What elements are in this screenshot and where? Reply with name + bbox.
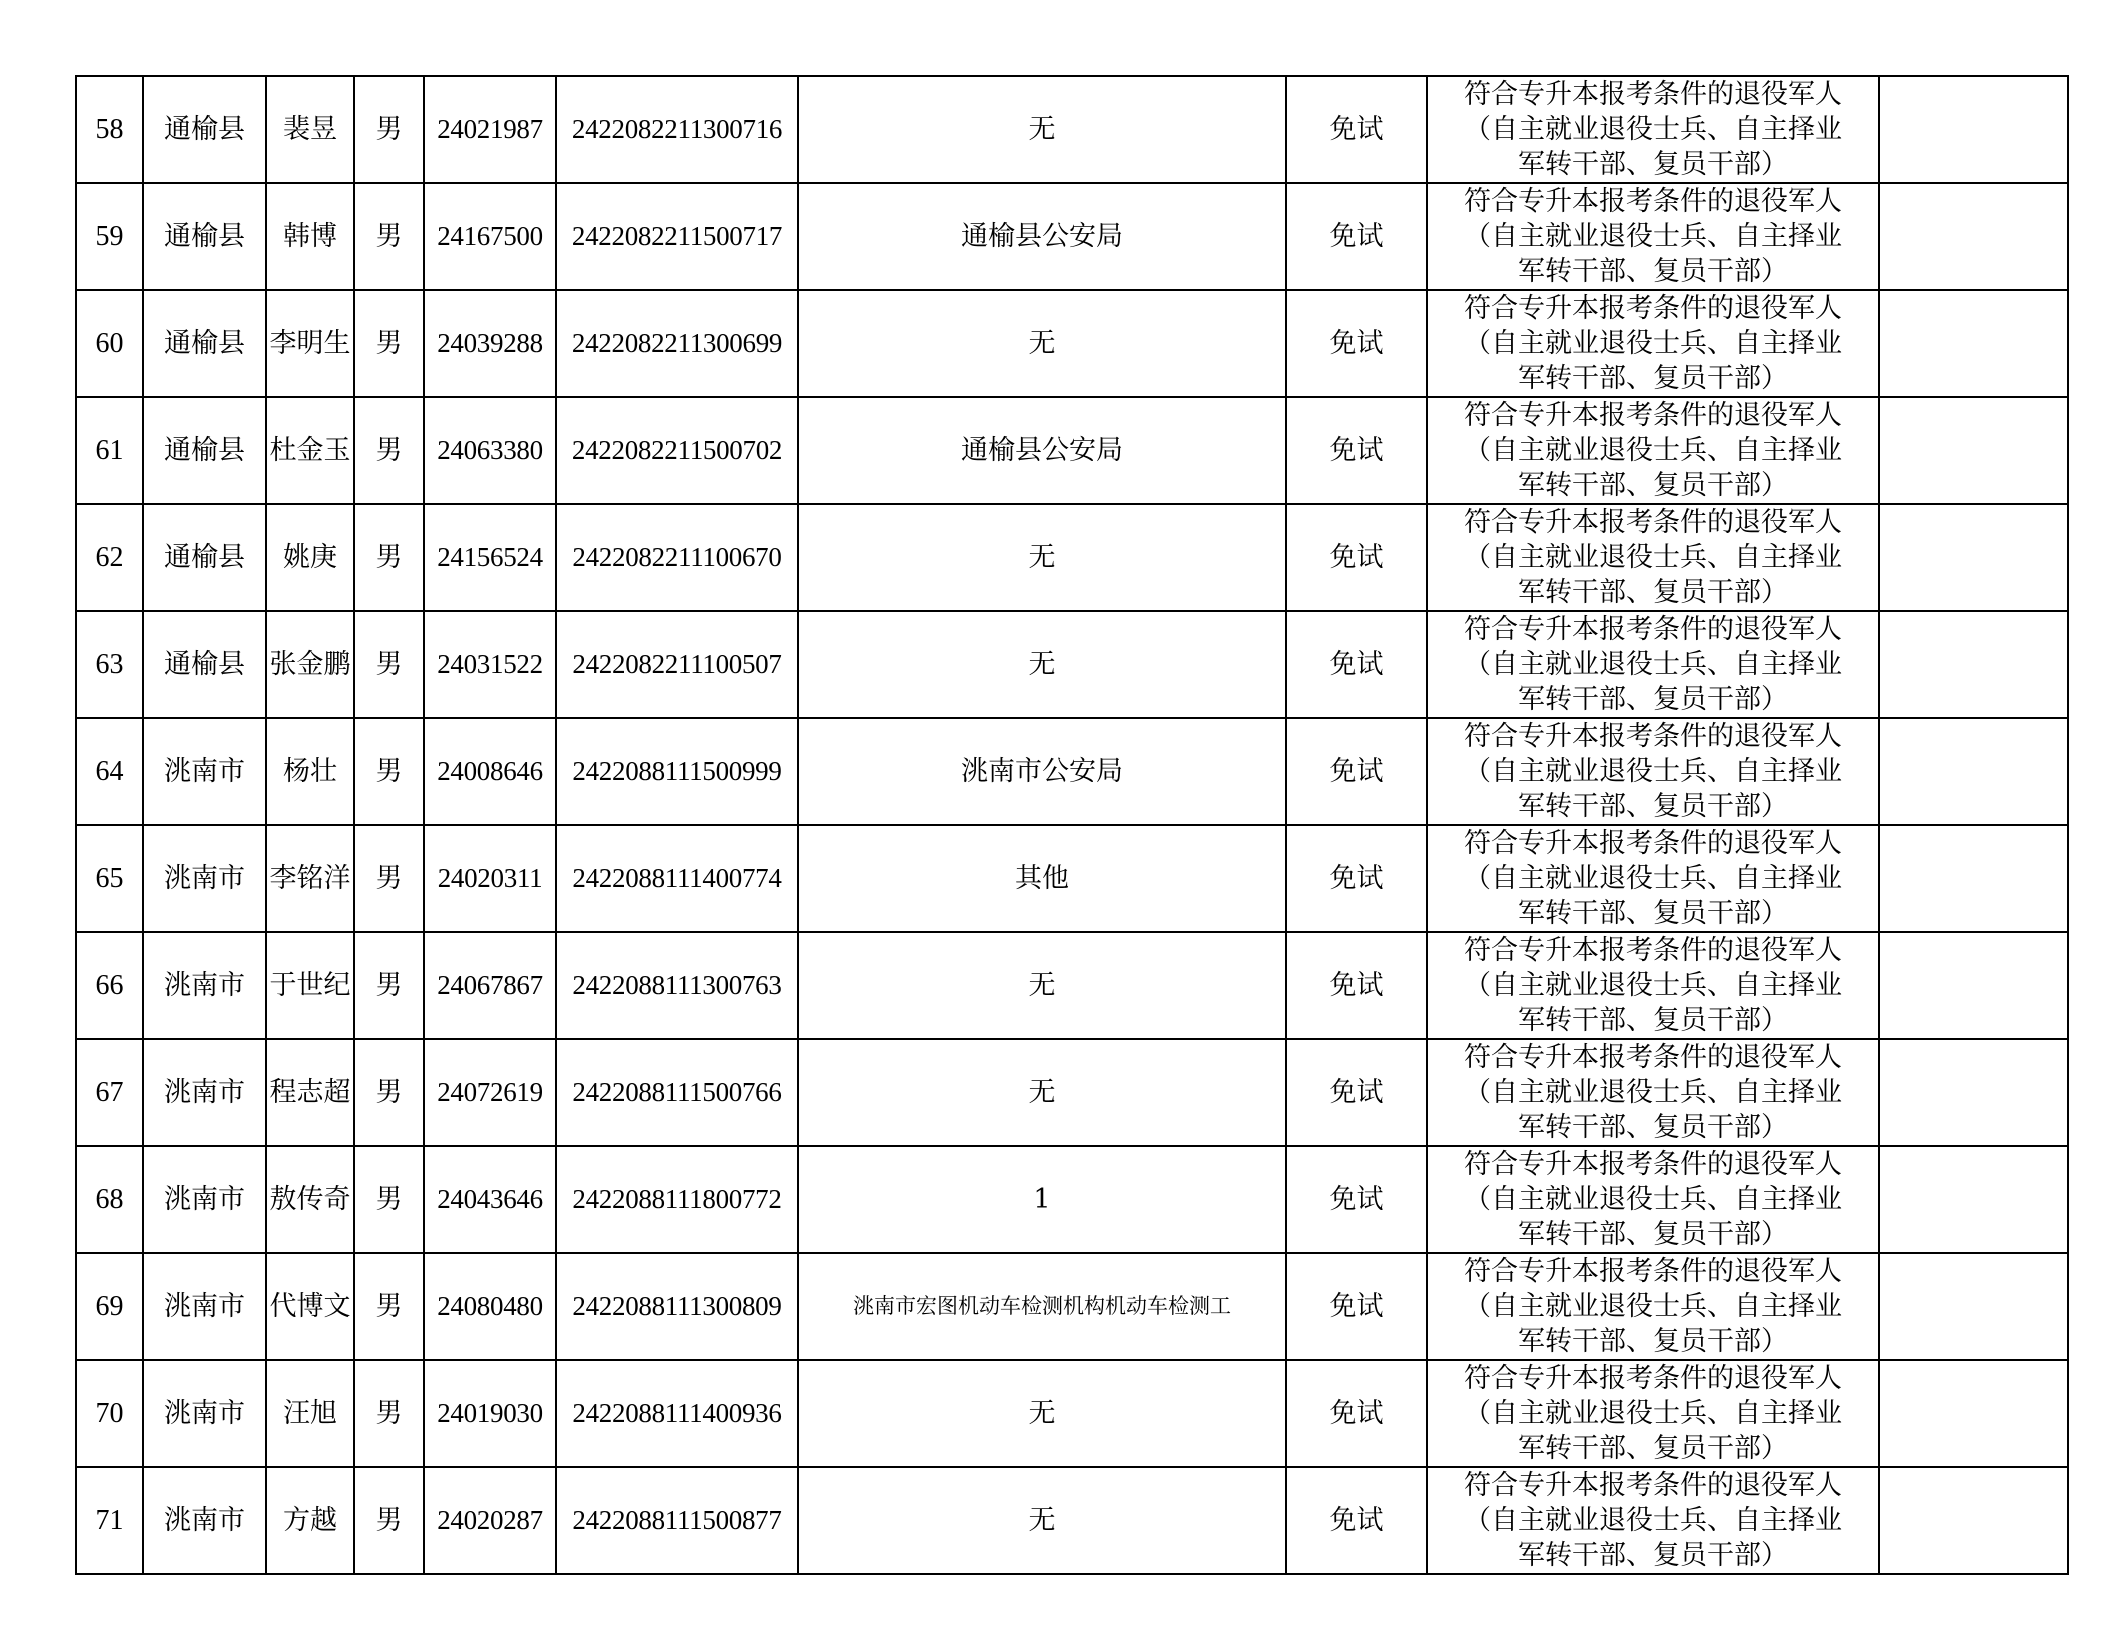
row-number: 58 [76, 76, 143, 183]
remarks-cell [1879, 397, 2068, 504]
remarks-cell [1879, 825, 2068, 932]
region-cell: 洮南市 [143, 1146, 266, 1253]
workplace-cell: 1 [798, 1146, 1286, 1253]
workplace-cell: 无 [798, 932, 1286, 1039]
exam-number-cell: 2422082211100670 [556, 504, 798, 611]
region-cell: 洮南市 [143, 718, 266, 825]
table-row [76, 718, 2068, 825]
note-line: 军转干部、复员干部） [1518, 1326, 1788, 1357]
table-row [76, 397, 2068, 504]
gender-cell: 男 [354, 397, 424, 504]
note-line: 军转干部、复员干部） [1518, 1112, 1788, 1143]
candidate-number-cell: 24008646 [424, 718, 556, 825]
gender-cell: 男 [354, 504, 424, 611]
note-line: （自主就业退役士兵、自主择业 [1464, 221, 1842, 252]
region-cell: 洮南市 [143, 932, 266, 1039]
qualification-note-cell [1427, 504, 1879, 611]
note-line: 军转干部、复员干部） [1518, 363, 1788, 394]
row-number: 63 [76, 611, 143, 718]
exam-number-cell: 2422088111500999 [556, 718, 798, 825]
remarks-cell [1879, 611, 2068, 718]
candidate-number-cell: 24020311 [424, 825, 556, 932]
qualification-note-cell [1427, 76, 1879, 183]
note-line: 符合专升本报考条件的退役军人 [1464, 1256, 1842, 1287]
name-cell: 韩博 [266, 183, 354, 290]
note-line: （自主就业退役士兵、自主择业 [1464, 542, 1842, 573]
exam-method-cell: 免试 [1286, 397, 1427, 504]
table-row [76, 183, 2068, 290]
workplace-cell: 通榆县公安局 [798, 397, 1286, 504]
candidate-number-cell: 24156524 [424, 504, 556, 611]
workplace-cell: 无 [798, 1039, 1286, 1146]
note-line: 符合专升本报考条件的退役军人 [1464, 935, 1842, 966]
note-line: 军转干部、复员干部） [1518, 149, 1788, 180]
region-cell: 通榆县 [143, 397, 266, 504]
row-number: 64 [76, 718, 143, 825]
exam-number-cell: 2422088111300809 [556, 1253, 798, 1360]
table-row [76, 611, 2068, 718]
exam-method-cell: 免试 [1286, 932, 1427, 1039]
note-line: 军转干部、复员干部） [1518, 684, 1788, 715]
table-row [76, 1360, 2068, 1467]
remarks-cell [1879, 504, 2068, 611]
region-cell: 洮南市 [143, 1039, 266, 1146]
name-cell: 姚庚 [266, 504, 354, 611]
note-line: 符合专升本报考条件的退役军人 [1464, 828, 1842, 859]
qualification-note-cell [1427, 1360, 1879, 1467]
note-line: 军转干部、复员干部） [1518, 791, 1788, 822]
qualification-note-cell [1427, 1467, 1879, 1574]
exam-method-cell: 免试 [1286, 1253, 1427, 1360]
table-row [76, 932, 2068, 1039]
exam-method-cell: 免试 [1286, 1467, 1427, 1574]
exam-method-cell: 免试 [1286, 1360, 1427, 1467]
candidate-number-cell: 24080480 [424, 1253, 556, 1360]
remarks-cell [1879, 718, 2068, 825]
name-cell: 李明生 [266, 290, 354, 397]
row-number: 68 [76, 1146, 143, 1253]
gender-cell: 男 [354, 825, 424, 932]
exam-method-cell: 免试 [1286, 1039, 1427, 1146]
table-row [76, 1039, 2068, 1146]
remarks-cell [1879, 1360, 2068, 1467]
exam-number-cell: 2422082211300716 [556, 76, 798, 183]
table-row [76, 504, 2068, 611]
note-line: 符合专升本报考条件的退役军人 [1464, 614, 1842, 645]
workplace-cell: 无 [798, 1467, 1286, 1574]
note-line: 符合专升本报考条件的退役军人 [1464, 400, 1842, 431]
gender-cell: 男 [354, 290, 424, 397]
gender-cell: 男 [354, 611, 424, 718]
candidate-number-cell: 24043646 [424, 1146, 556, 1253]
note-line: （自主就业退役士兵、自主择业 [1464, 756, 1842, 787]
gender-cell: 男 [354, 1467, 424, 1574]
exam-number-cell: 2422088111300763 [556, 932, 798, 1039]
note-line: （自主就业退役士兵、自主择业 [1464, 1505, 1842, 1536]
name-cell: 张金鹏 [266, 611, 354, 718]
gender-cell: 男 [354, 1039, 424, 1146]
note-line: （自主就业退役士兵、自主择业 [1464, 328, 1842, 359]
region-cell: 洮南市 [143, 1360, 266, 1467]
note-line: （自主就业退役士兵、自主择业 [1464, 649, 1842, 680]
exam-method-cell: 免试 [1286, 825, 1427, 932]
note-line: （自主就业退役士兵、自主择业 [1464, 1184, 1842, 1215]
table-row [76, 1253, 2068, 1360]
region-cell: 洮南市 [143, 825, 266, 932]
region-cell: 通榆县 [143, 76, 266, 183]
remarks-cell [1879, 290, 2068, 397]
exam-number-cell: 2422088111400774 [556, 825, 798, 932]
row-number: 69 [76, 1253, 143, 1360]
row-number: 59 [76, 183, 143, 290]
exam-number-cell: 2422088111400936 [556, 1360, 798, 1467]
region-cell: 通榆县 [143, 290, 266, 397]
exam-method-cell: 免试 [1286, 183, 1427, 290]
workplace-cell: 无 [798, 611, 1286, 718]
workplace-cell: 无 [798, 504, 1286, 611]
gender-cell: 男 [354, 183, 424, 290]
candidate-number-cell: 24039288 [424, 290, 556, 397]
exam-number-cell: 2422082211300699 [556, 290, 798, 397]
qualification-note-cell [1427, 1039, 1879, 1146]
note-line: （自主就业退役士兵、自主择业 [1464, 114, 1842, 145]
note-line: 符合专升本报考条件的退役军人 [1464, 293, 1842, 324]
name-cell: 李铭洋 [266, 825, 354, 932]
remarks-cell [1879, 1253, 2068, 1360]
note-line: 符合专升本报考条件的退役军人 [1464, 1363, 1842, 1394]
row-number: 62 [76, 504, 143, 611]
note-line: 军转干部、复员干部） [1518, 256, 1788, 287]
name-cell: 汪旭 [266, 1360, 354, 1467]
candidate-number-cell: 24020287 [424, 1467, 556, 1574]
exam-number-cell: 2422088111500877 [556, 1467, 798, 1574]
remarks-cell [1879, 932, 2068, 1039]
workplace-cell: 通榆县公安局 [798, 183, 1286, 290]
name-cell: 方越 [266, 1467, 354, 1574]
exam-method-cell: 免试 [1286, 290, 1427, 397]
table-row [76, 290, 2068, 397]
gender-cell: 男 [354, 1146, 424, 1253]
note-line: 军转干部、复员干部） [1518, 470, 1788, 501]
row-number: 61 [76, 397, 143, 504]
note-line: 符合专升本报考条件的退役军人 [1464, 1470, 1842, 1501]
candidate-number-cell: 24072619 [424, 1039, 556, 1146]
gender-cell: 男 [354, 1253, 424, 1360]
name-cell: 杜金玉 [266, 397, 354, 504]
table-body [76, 76, 2068, 1574]
note-line: 符合专升本报考条件的退役军人 [1464, 186, 1842, 217]
note-line: 军转干部、复员干部） [1518, 898, 1788, 929]
note-line: 军转干部、复员干部） [1518, 1540, 1788, 1571]
exam-number-cell: 2422082211100507 [556, 611, 798, 718]
row-number: 66 [76, 932, 143, 1039]
note-line: 军转干部、复员干部） [1518, 1219, 1788, 1250]
qualification-note-cell [1427, 611, 1879, 718]
table-row [76, 825, 2068, 932]
row-number: 67 [76, 1039, 143, 1146]
row-number: 71 [76, 1467, 143, 1574]
exam-number-cell: 2422088111500766 [556, 1039, 798, 1146]
note-line: （自主就业退役士兵、自主择业 [1464, 435, 1842, 466]
qualification-note-cell [1427, 290, 1879, 397]
row-number: 70 [76, 1360, 143, 1467]
region-cell: 通榆县 [143, 183, 266, 290]
exam-method-cell: 免试 [1286, 611, 1427, 718]
qualification-note-cell [1427, 1146, 1879, 1253]
note-line: 符合专升本报考条件的退役军人 [1464, 79, 1842, 110]
candidate-number-cell: 24031522 [424, 611, 556, 718]
exam-number-cell: 2422082211500717 [556, 183, 798, 290]
region-cell: 通榆县 [143, 504, 266, 611]
region-cell: 洮南市 [143, 1467, 266, 1574]
note-line: 符合专升本报考条件的退役军人 [1464, 1149, 1842, 1180]
qualification-note-cell [1427, 1253, 1879, 1360]
remarks-cell [1879, 1146, 2068, 1253]
candidate-number-cell: 24067867 [424, 932, 556, 1039]
note-line: 符合专升本报考条件的退役军人 [1464, 1042, 1842, 1073]
remarks-cell [1879, 76, 2068, 183]
qualification-note-cell [1427, 183, 1879, 290]
exam-number-cell: 2422082211500702 [556, 397, 798, 504]
note-line: 军转干部、复员干部） [1518, 1005, 1788, 1036]
name-cell: 程志超 [266, 1039, 354, 1146]
note-line: （自主就业退役士兵、自主择业 [1464, 970, 1842, 1001]
workplace-cell: 无 [798, 1360, 1286, 1467]
remarks-cell [1879, 1039, 2068, 1146]
qualification-note-cell [1427, 932, 1879, 1039]
gender-cell: 男 [354, 932, 424, 1039]
candidate-number-cell: 24063380 [424, 397, 556, 504]
note-line: 符合专升本报考条件的退役军人 [1464, 721, 1842, 752]
gender-cell: 男 [354, 76, 424, 183]
name-cell: 于世纪 [266, 932, 354, 1039]
note-line: 符合专升本报考条件的退役军人 [1464, 507, 1842, 538]
note-line: （自主就业退役士兵、自主择业 [1464, 1398, 1842, 1429]
note-line: 军转干部、复员干部） [1518, 577, 1788, 608]
remarks-cell [1879, 1467, 2068, 1574]
exam-number-cell: 2422088111800772 [556, 1146, 798, 1253]
name-cell: 代博文 [266, 1253, 354, 1360]
row-number: 65 [76, 825, 143, 932]
workplace-cell: 无 [798, 76, 1286, 183]
candidate-number-cell: 24167500 [424, 183, 556, 290]
name-cell: 杨壮 [266, 718, 354, 825]
note-line: （自主就业退役士兵、自主择业 [1464, 1077, 1842, 1108]
region-cell: 洮南市 [143, 1253, 266, 1360]
candidate-number-cell: 24019030 [424, 1360, 556, 1467]
name-cell: 裴昱 [266, 76, 354, 183]
table-row [76, 1146, 2068, 1253]
gender-cell: 男 [354, 718, 424, 825]
workplace-cell: 洮南市公安局 [798, 718, 1286, 825]
candidate-number-cell: 24021987 [424, 76, 556, 183]
workplace-cell: 洮南市宏图机动车检测机构机动车检测工 [798, 1253, 1286, 1360]
name-cell: 敖传奇 [266, 1146, 354, 1253]
exam-method-cell: 免试 [1286, 76, 1427, 183]
remarks-cell [1879, 183, 2068, 290]
exam-method-cell: 免试 [1286, 504, 1427, 611]
table-row [76, 76, 2068, 183]
note-line: （自主就业退役士兵、自主择业 [1464, 863, 1842, 894]
qualification-note-cell [1427, 825, 1879, 932]
exam-method-cell: 免试 [1286, 1146, 1427, 1253]
workplace-cell: 无 [798, 290, 1286, 397]
row-number: 60 [76, 290, 143, 397]
region-cell: 通榆县 [143, 611, 266, 718]
gender-cell: 男 [354, 1360, 424, 1467]
exam-method-cell: 免试 [1286, 718, 1427, 825]
workplace-cell: 其他 [798, 825, 1286, 932]
qualification-note-cell [1427, 718, 1879, 825]
note-line: （自主就业退役士兵、自主择业 [1464, 1291, 1842, 1322]
note-line: 军转干部、复员干部） [1518, 1433, 1788, 1464]
qualification-note-cell [1427, 397, 1879, 504]
document-table [75, 75, 2069, 1575]
table-row [76, 1467, 2068, 1574]
